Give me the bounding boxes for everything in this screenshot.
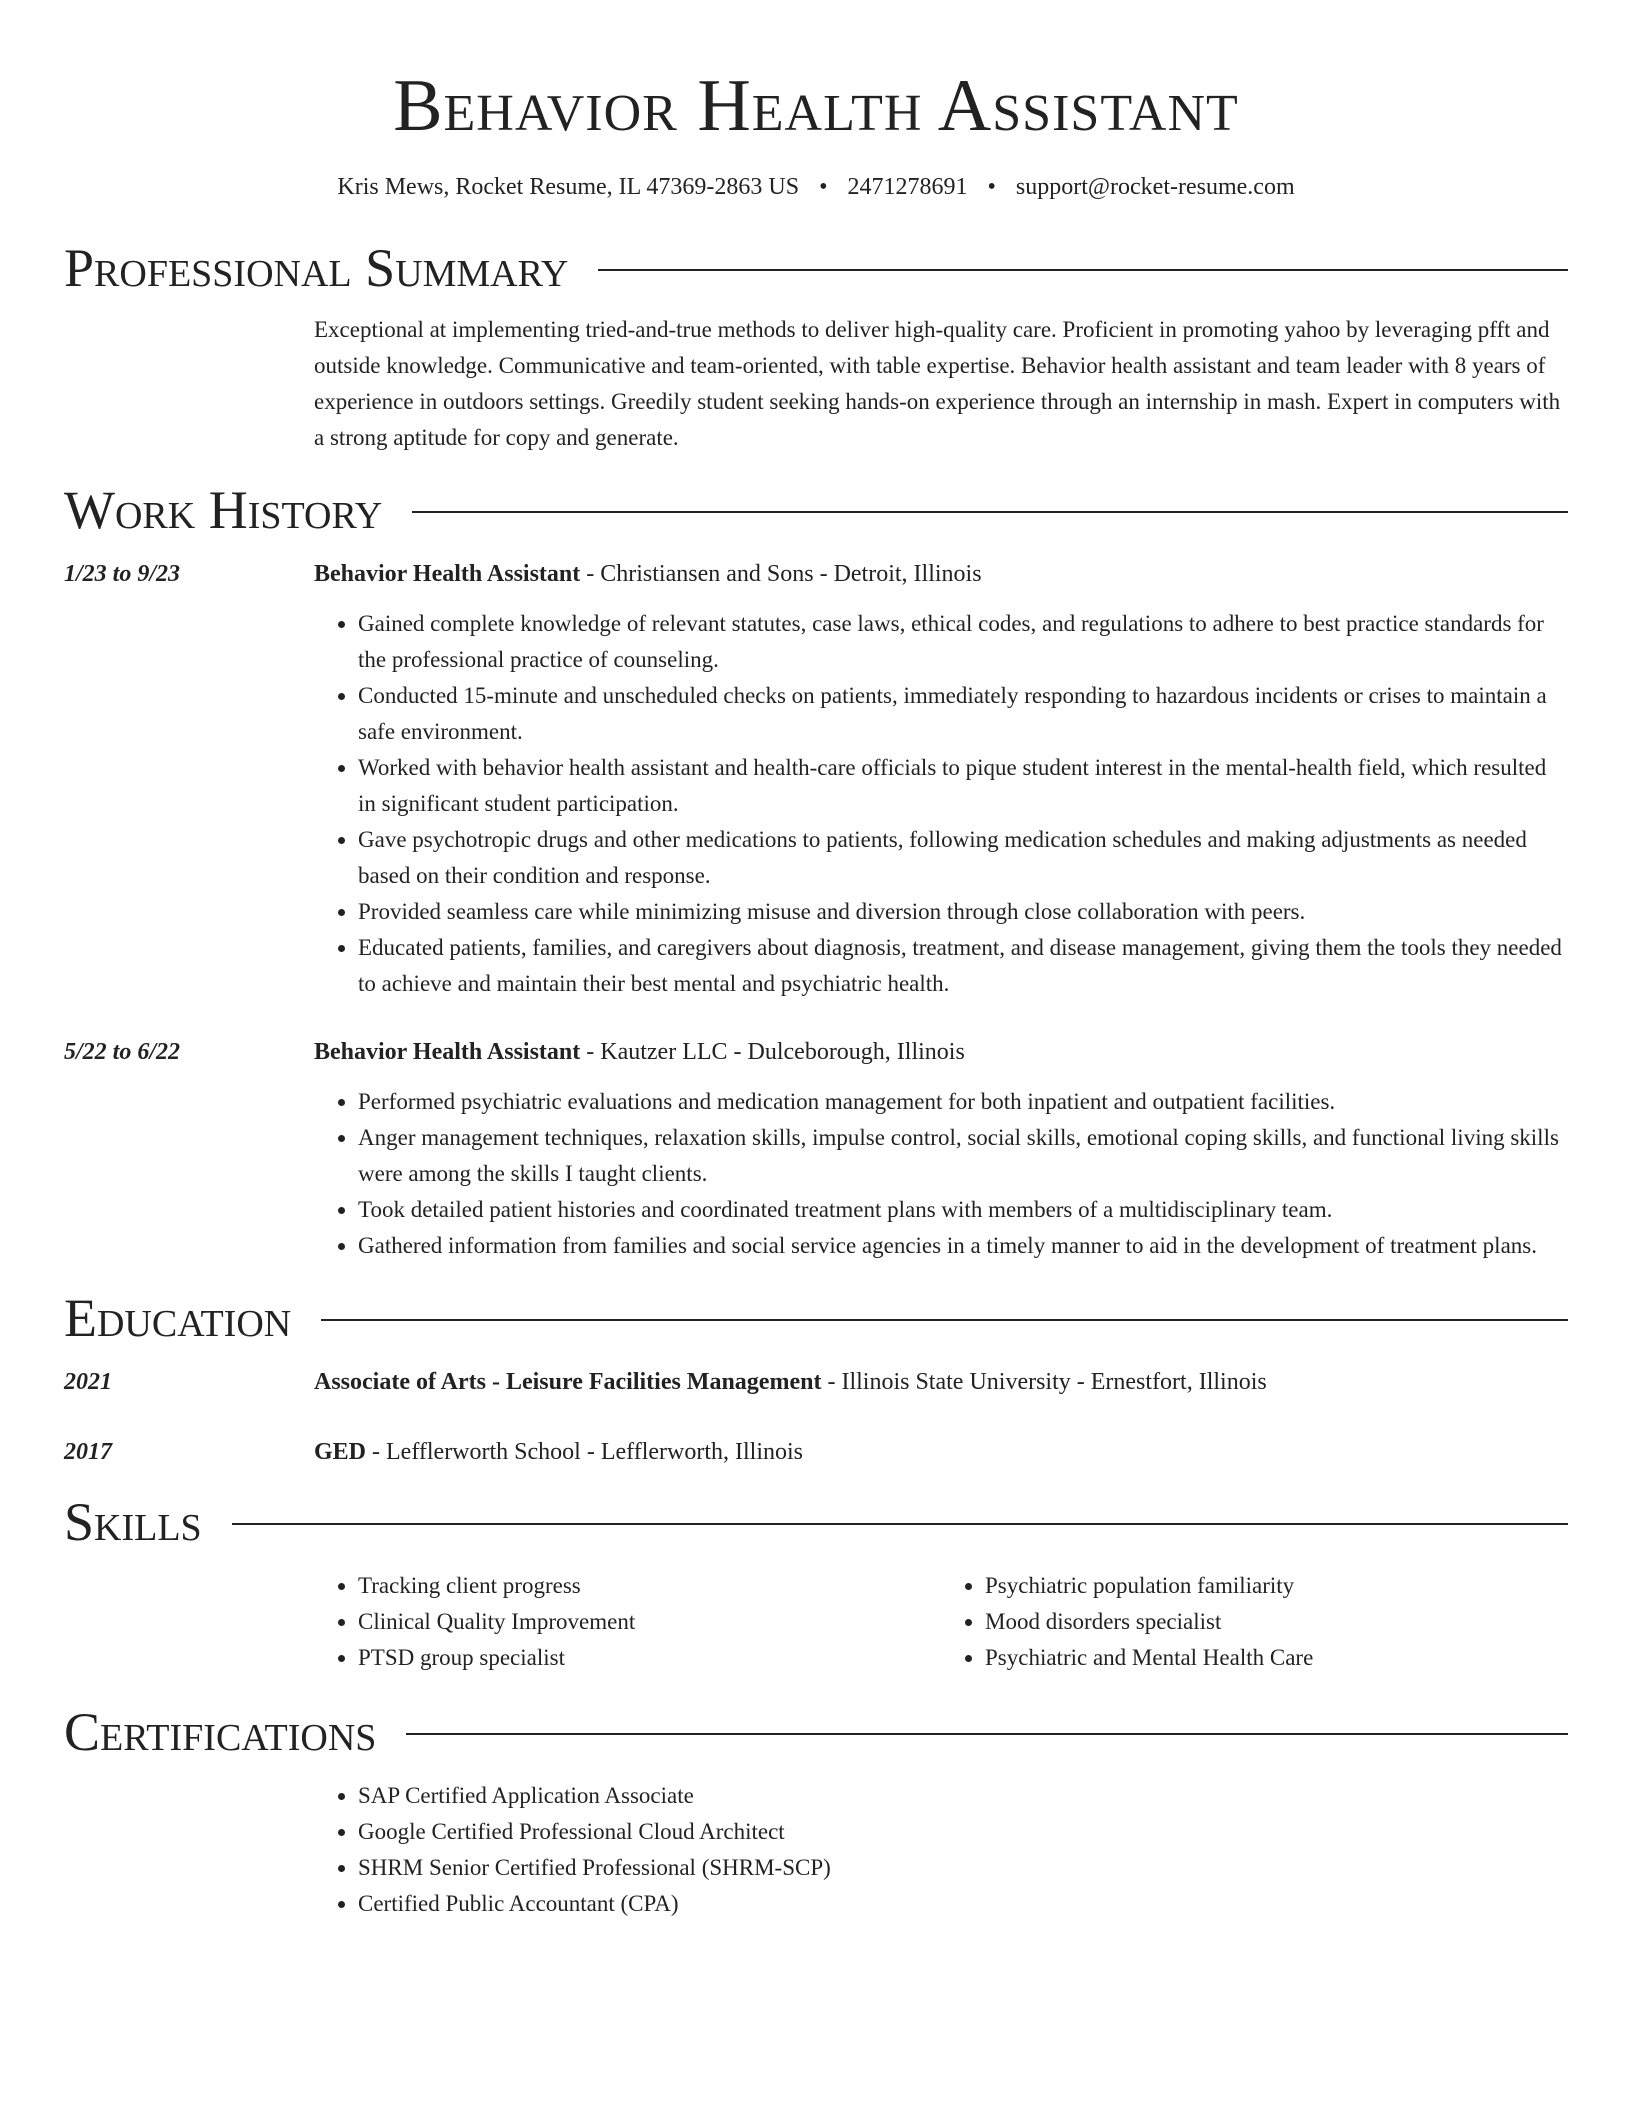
- summary-text: Exceptional at implementing tried-and-true methods to deliver high-quality care. Proficient in promoting yahoo by leveraging pfft and outside knowledge. Communicative and team-oriented, with table expertise. Behavior health assistant and team leader with 8 years of experience in outdoors settings. Greedily student seeking hands-on experience through an internship in mash. Expert in computers with a strong aptitude for copy and generate.: [314, 317, 1561, 450]
- skill-item: • Psychiatric and Mental Health Care: [985, 1640, 1568, 1676]
- section-divider: [232, 1523, 1568, 1525]
- certification-item: • Google Certified Professional Cloud Architect: [358, 1814, 1568, 1850]
- resume-name: Behavior Health Assistant: [393, 65, 1239, 147]
- education-year: 2021: [64, 1369, 112, 1395]
- contact-address: Kris Mews, Rocket Resume, IL 47369-2863 US: [337, 174, 800, 200]
- education-section-header: [64, 1286, 1568, 1350]
- section-divider: [598, 269, 1568, 271]
- job-dates: 5/22 to 6/22: [64, 1039, 181, 1065]
- section-divider: [412, 511, 1568, 513]
- job-bullets: [314, 606, 1568, 1002]
- job-bullet: • Educated patients, families, and caregivers about diagnosis, treatment, and disease management, giving them the tools they needed to achieve and maintain their best mental and psychiatric health.: [358, 930, 1568, 1002]
- resume-page: [64, 0, 1568, 1922]
- job-bullet: • Took detailed patient histories and coordinated treatment plans with members of a multidisciplinary team.: [358, 1192, 1568, 1228]
- skill-item: • Mood disorders specialist: [985, 1604, 1568, 1640]
- education-degree: GED: [314, 1439, 367, 1465]
- job-title-line: [314, 1034, 965, 1070]
- job-title: Behavior Health Assistant: [314, 561, 581, 587]
- education-line: [314, 1434, 803, 1470]
- summary-heading: Professional Summary: [64, 238, 569, 298]
- job-details: - Kautzer LLC - Dulceborough, Illinois: [580, 1039, 965, 1065]
- education-line: [314, 1364, 1267, 1400]
- job-bullets: [314, 1084, 1568, 1264]
- certification-item: • Certified Public Accountant (CPA): [358, 1886, 1568, 1922]
- job-header: [64, 556, 1568, 592]
- skill-item: • Clinical Quality Improvement: [358, 1604, 941, 1640]
- contact-line: [64, 172, 1568, 202]
- section-divider: [321, 1319, 1568, 1321]
- skills-list: [314, 1568, 1568, 1676]
- skill-item: • PTSD group specialist: [358, 1640, 941, 1676]
- education-details: - Lefflerworth School - Lefflerworth, Illinois: [366, 1439, 804, 1465]
- job-entry: [64, 1034, 1568, 1264]
- certification-item: • SHRM Senior Certified Professional (SHRM-SCP): [358, 1850, 1568, 1886]
- certifications-heading: Certifications: [64, 1702, 377, 1762]
- summary-section-header: [64, 236, 1568, 300]
- job-title-line: [314, 556, 982, 592]
- education-degree: Associate of Arts - Leisure Facilities Management: [314, 1369, 822, 1395]
- education-entry: [64, 1364, 1568, 1400]
- skills-column-right: [941, 1568, 1568, 1676]
- contact-separator: •: [819, 174, 828, 200]
- job-bullet: • Provided seamless care while minimizing misuse and diversion through close collaboration with peers.: [358, 894, 1568, 930]
- skills-column-left: [314, 1568, 941, 1676]
- certifications-section-header: [64, 1700, 1568, 1764]
- skills-heading: Skills: [64, 1492, 202, 1552]
- education-entry: [64, 1434, 1568, 1470]
- contact-phone: 2471278691: [847, 174, 968, 200]
- certifications-list: [314, 1778, 1568, 1922]
- job-bullet: • Gathered information from families and social service agencies in a timely manner to aid in the development of treatment plans.: [358, 1228, 1568, 1264]
- job-bullet: • Gained complete knowledge of relevant statutes, case laws, ethical codes, and regulations to adhere to best practice standards for the professional practice of counseling.: [358, 606, 1568, 678]
- section-divider: [406, 1733, 1568, 1735]
- certification-item: • SAP Certified Application Associate: [358, 1778, 1568, 1814]
- education-heading: Education: [64, 1288, 292, 1348]
- job-bullet: • Worked with behavior health assistant and health-care officials to pique student interest in the mental-health field, which resulted in significant student participation.: [358, 750, 1568, 822]
- job-bullet: • Conducted 15-minute and unscheduled checks on patients, immediately responding to hazardous incidents or crises to maintain a safe environment.: [358, 678, 1568, 750]
- job-dates: 1/23 to 9/23: [64, 561, 181, 587]
- education-details: - Illinois State University - Ernestfort, Illinois: [821, 1369, 1267, 1395]
- job-entry: [64, 556, 1568, 1002]
- contact-email: support@rocket-resume.com: [1015, 174, 1295, 200]
- work-section-header: [64, 478, 1568, 542]
- job-details: - Christiansen and Sons - Detroit, Illinois: [580, 561, 982, 587]
- skill-item: • Psychiatric population familiarity: [985, 1568, 1568, 1604]
- job-bullet: • Gave psychotropic drugs and other medications to patients, following medication schedules and making adjustments as needed based on their condition and response.: [358, 822, 1568, 894]
- skill-item: • Tracking client progress: [358, 1568, 941, 1604]
- job-header: [64, 1034, 1568, 1070]
- work-heading: Work History: [64, 480, 383, 540]
- job-bullet: • Anger management techniques, relaxation skills, impulse control, social skills, emotional coping skills, and functional living skills were among the skills I taught clients.: [358, 1120, 1568, 1192]
- contact-separator: •: [987, 174, 996, 200]
- skills-section-header: [64, 1490, 1568, 1554]
- job-bullet: • Performed psychiatric evaluations and medication management for both inpatient and outpatient facilities.: [358, 1084, 1568, 1120]
- job-title: Behavior Health Assistant: [314, 1039, 581, 1065]
- education-year: 2017: [64, 1439, 112, 1465]
